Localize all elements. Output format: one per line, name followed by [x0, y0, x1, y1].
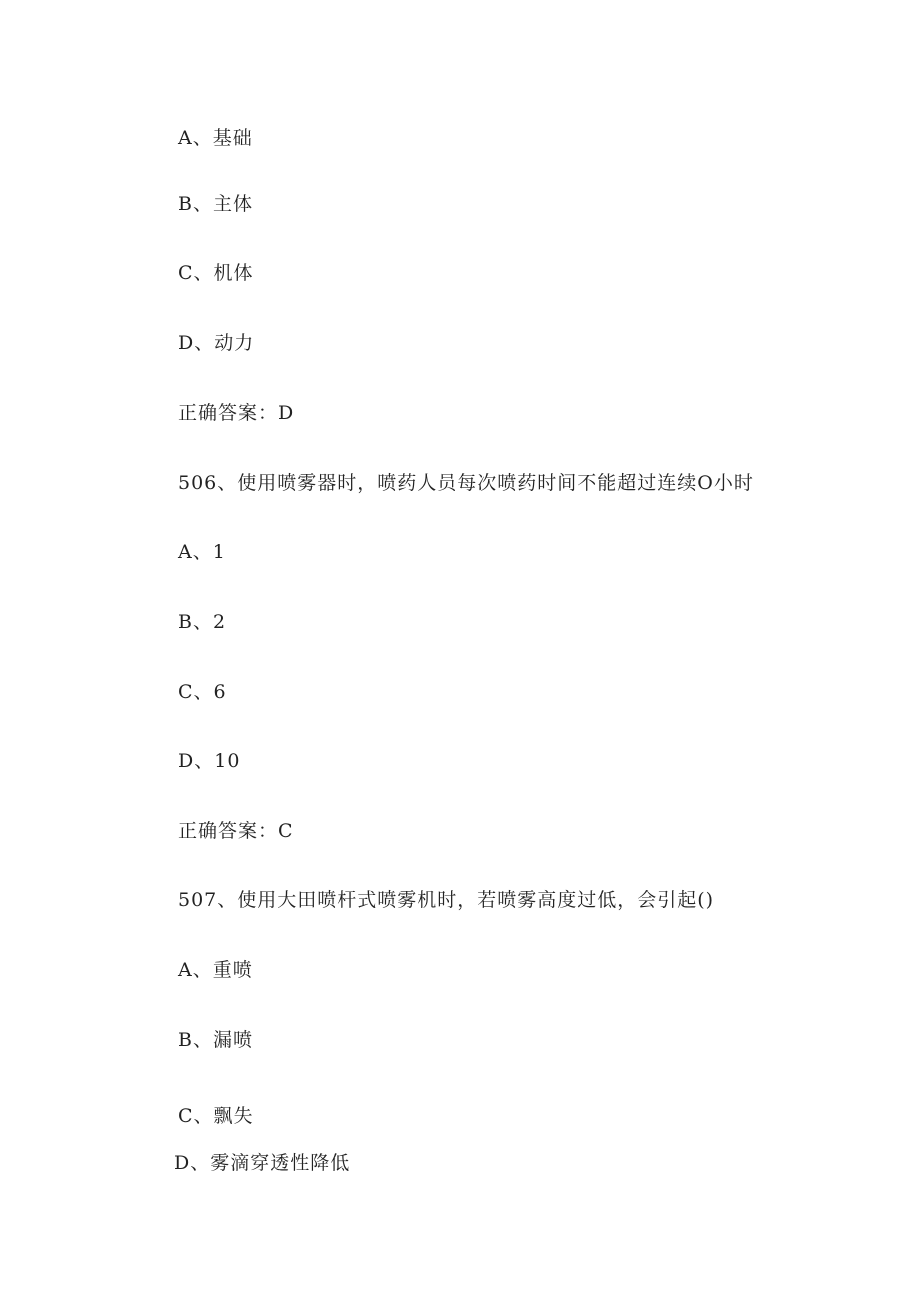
q505-option-a: A、基础 [178, 127, 253, 149]
q505-option-c: C、机体 [178, 262, 254, 284]
q506-option-c: C、6 [178, 681, 227, 703]
q507-stem: 507、使用大田喷杆式喷雾机时，若喷雾高度过低，会引起() [178, 889, 715, 911]
q505-answer: 正确答案：D [178, 402, 295, 424]
q507-option-a: A、重喷 [178, 959, 253, 981]
q507-option-c: C、飘失 [178, 1105, 254, 1127]
q506-option-a: A、1 [178, 541, 226, 563]
q506-answer: 正确答案：C [178, 820, 294, 842]
q506-option-d: D、10 [178, 750, 241, 772]
q506-option-b: B、2 [178, 611, 227, 633]
q506-stem: 506、使用喷雾器时，喷药人员每次喷药时间不能超过连续O小时 [178, 472, 754, 494]
q507-option-d: D、雾滴穿透性降低 [174, 1152, 351, 1174]
q505-option-d: D、动力 [178, 332, 255, 354]
q507-option-b: B、漏喷 [178, 1029, 253, 1051]
q505-option-b: B、主体 [178, 193, 253, 215]
